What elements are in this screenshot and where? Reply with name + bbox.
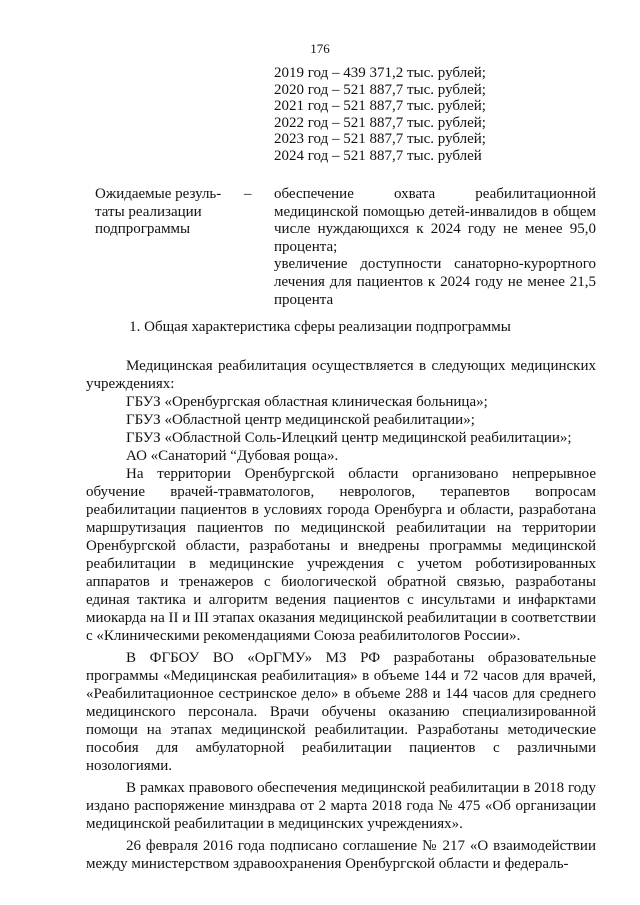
institution-item: ГБУЗ «Областной Соль-Илецкий центр медицинской реабилитации»; bbox=[126, 430, 572, 446]
funding-by-year-list bbox=[274, 65, 486, 165]
expected-result-item: увеличение доступности санаторно-курортного лечения для пациентов к 2024 году не менее 21,5 процента bbox=[274, 256, 596, 308]
paragraph: В ФГБОУ ВО «ОрГМУ» МЗ РФ разработаны образовательные программы «Медицинская реабилитация» в объеме 144 и 72 часов для врачей, «Реабилитационное сестринское дело» в объеме 288 и 144 часов для среднего медицинского персонала. Врачи обучены оказанию специализированной помощи на этапах медицинской реабилитации. Разработаны методические пособия для амбулаторной реабилитации пациентов с различными нозологиями. bbox=[86, 650, 596, 774]
funding-year-line: 2023 год – 521 887,7 тыс. рублей; bbox=[274, 131, 486, 148]
section-heading: 1. Общая характеристика сферы реализации подпрограммы bbox=[129, 319, 511, 335]
expected-results-dash: – bbox=[244, 186, 252, 202]
paragraph: 26 февраля 2016 года подписано соглашение № 217 «О взаимодействии между министерством здравоохранения Оренбургской области и федераль- bbox=[86, 838, 596, 872]
institution-item: ГБУЗ «Оренбургская областная клиническая больница»; bbox=[126, 394, 488, 410]
page-number: 176 bbox=[310, 41, 330, 56]
institution-item: АО «Санаторий “Дубовая роща». bbox=[126, 448, 339, 464]
funding-year-line: 2021 год – 521 887,7 тыс. рублей; bbox=[274, 98, 486, 115]
expected-result-item: обеспечение охвата реабилитационной медицинской помощью детей-инвалидов в общем числе нуждающихся к 2024 году не менее 95,0 процента; bbox=[274, 186, 596, 255]
expected-results-label: Ожидаемые резуль-таты реализации подпрограммы bbox=[95, 186, 222, 238]
body-text bbox=[86, 357, 596, 873]
funding-year-line: 2020 год – 521 887,7 тыс. рублей; bbox=[274, 81, 486, 98]
paragraph: В рамках правового обеспечения медицинской реабилитации в 2018 году издано распоряжение минздрава от 2 марта 2018 года № 475 «Об организации медицинской реабилитации в медицинских учреждениях». bbox=[86, 780, 596, 832]
expected-results-list bbox=[274, 186, 596, 309]
funding-year-line: 2022 год – 521 887,7 тыс. рублей; bbox=[274, 114, 486, 131]
institution-item: ГБУЗ «Областной центр медицинской реабилитации»; bbox=[126, 412, 475, 428]
funding-year-line: 2024 год – 521 887,7 тыс. рублей bbox=[274, 147, 482, 164]
paragraph: На территории Оренбургской области организовано непрерывное обучение врачей-травматологов, неврологов, терапевтов вопросам реабилитации пациентов в условиях города Оренбурга и области, разработана маршрутизация пациентов по медицинской реабилитации на территории Оренбургской области, разработаны и внедрены программы медицинской реабилитации в медицинские учреждения с учетом роботизированных аппаратов и тренажеров с биологической обратной связью, разработаны единая тактика и алгоритм ведения пациентов с инсультами и инфарктами миокарда на II и III этапах оказания медицинской реабилитации в соответствии с «Клиническими рекомендациями Союза реабилитологов России». bbox=[86, 466, 596, 644]
funding-year-line: 2019 год – 439 371,2 тыс. рублей; bbox=[274, 65, 486, 81]
paragraph: Медицинская реабилитация осуществляется в следующих медицинских учреждениях: bbox=[86, 358, 596, 392]
